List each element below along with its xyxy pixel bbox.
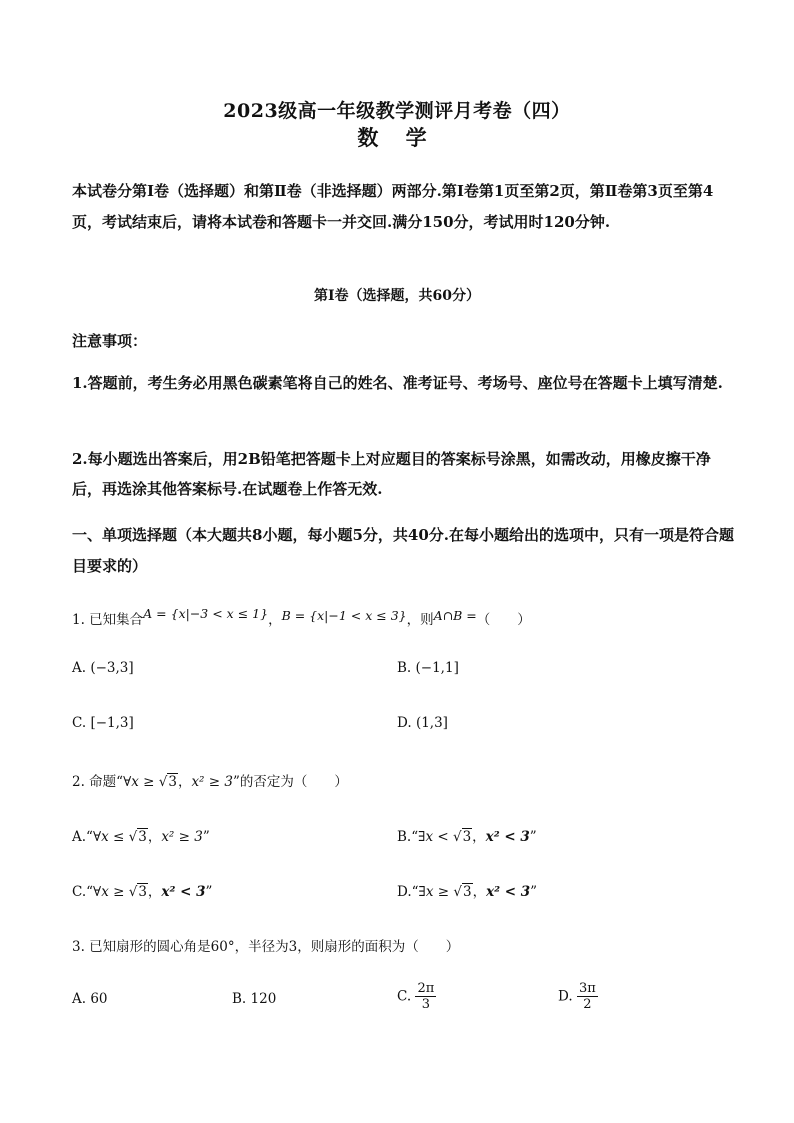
question-2-option-c: C.“∀x ≥ √3，x² < 3” (72, 884, 213, 900)
notice-title: 注意事项： (72, 332, 148, 350)
part-heading: 一、单项选择题（本大题共8小题，每小题5分，共40分.在每小题给出的选项中，只有一项是符合题目要求的） (72, 526, 734, 575)
question-1-expr: A∩B = (433, 608, 477, 623)
notice-item-1: 1.答题前，考生务必用黑色碳素笔将自己的姓名、准考证号、考场号、座位号在答题卡上填写清楚. (72, 374, 723, 392)
question-1-set-b: B = {x|−1 < x ≤ 3} (281, 608, 407, 623)
question-1-set-a: A = {x|−3 < x ≤ 1} (143, 606, 269, 621)
exam-intro: 本试卷分第Ⅰ卷（选择题）和第Ⅱ卷（非选择题）两部分.第Ⅰ卷第1页至第2页，第Ⅱ卷第3页至第4页，考试结束后，请将本试卷和答题卡一并交回.满分150分，考试用时120分钟. (72, 182, 714, 231)
question-3-option-a: A. 60 (72, 991, 108, 1007)
question-1-suffix: ，则 (406, 612, 434, 628)
question-2-option-d: D.“∃x ≥ √3，x² < 3” (397, 884, 538, 900)
question-1-comma: ， (268, 612, 282, 628)
sqrt-symbol: √3 (128, 829, 147, 845)
question-1-option-d: D. (1,3] (397, 715, 448, 731)
question-2-option-a: A.“∀x ≤ √3，x² ≥ 3” (72, 829, 210, 845)
question-1-blank: （ ） (476, 612, 531, 628)
question-3-option-c: C. $\frac{2\pi}{3}$ (397, 981, 435, 1012)
sqrt-symbol: √3 (128, 884, 147, 900)
fraction: $\frac{2\pi}{3}$ (417, 981, 435, 1012)
question-3-option-b: B. 120 (232, 991, 277, 1007)
notice-item-2: 2.每小题选出答案后，用2B铅笔把答题卡上对应题目的答案标号涂黑，如需改动，用橡皮擦干净后，再选涂其他答案标号.在试题卷上作答无效. (72, 450, 711, 498)
subject-title: 数 学 (357, 125, 437, 150)
sqrt-symbol: √3 (453, 884, 472, 900)
question-1-prefix: 1. 已知集合 (72, 612, 144, 628)
question-1-option-a: A. (−3,3] (72, 660, 134, 676)
question-1-stem (72, 608, 531, 628)
question-1-option-b: B. (−1,1] (397, 660, 459, 676)
fraction: $\frac{3\pi}{2}$ (578, 981, 596, 1012)
question-2-stem: 2. 命题“∀x ≥ √3，x² ≥ 3”的否定为（ ） (72, 774, 348, 790)
question-3-stem: 3. 已知扇形的圆心角是60°，半径为3，则扇形的面积为（ ） (72, 939, 460, 955)
sqrt-symbol: √3 (158, 774, 177, 790)
sqrt-symbol: √3 (452, 829, 472, 845)
question-2-option-b: B.“∃x < √3，x² < 3” (397, 829, 537, 845)
section-heading: 第Ⅰ卷（选择题，共60分） (313, 288, 481, 304)
exam-title: 2023级高一年级教学测评月考卷（四） (223, 100, 571, 122)
question-1-option-c: C. [−1,3] (72, 715, 134, 731)
question-3-option-d: D. $\frac{3\pi}{2}$ (558, 981, 596, 1012)
